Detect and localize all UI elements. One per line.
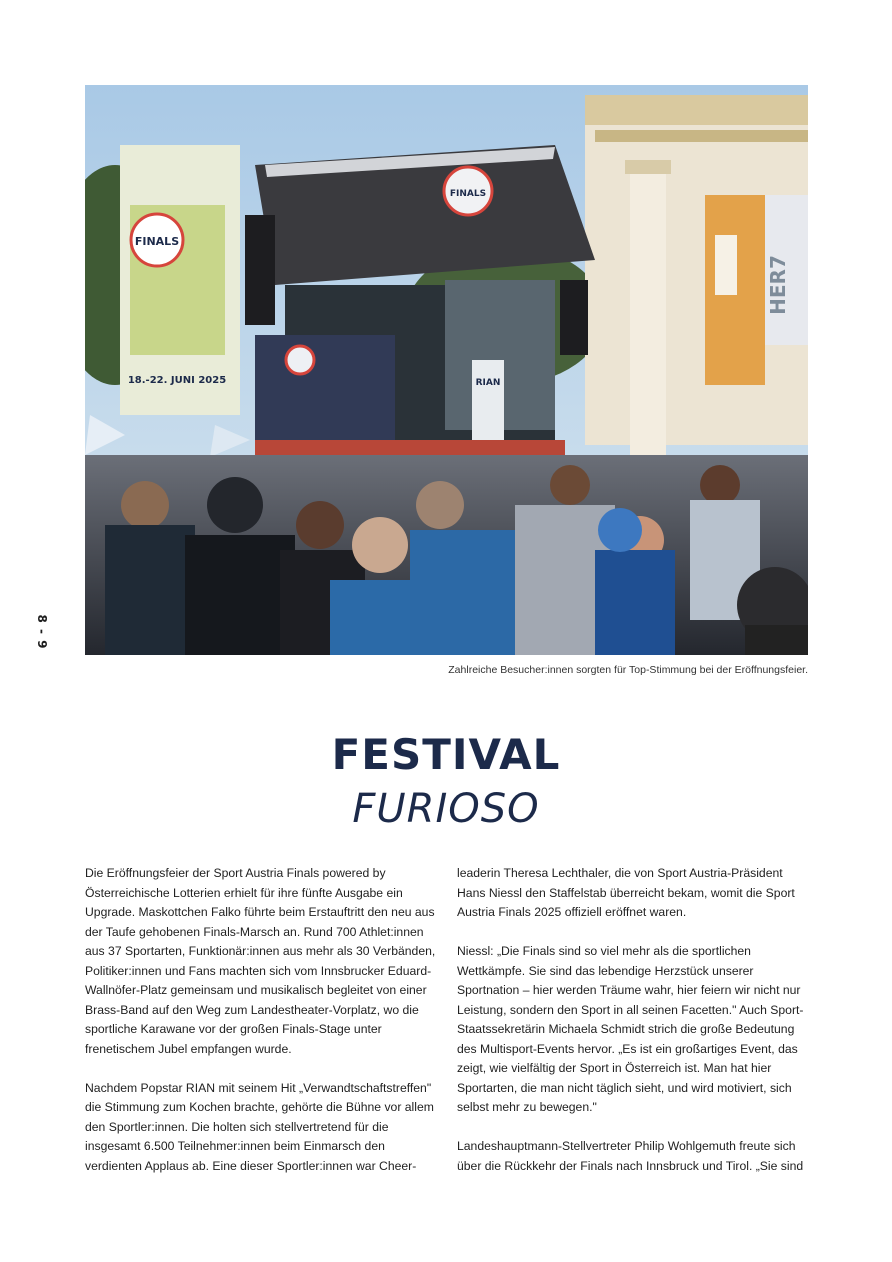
photo-caption: Zahlreiche Besucher:innen sorgten für Top-Stimmung bei der Eröffnungsfeier. — [448, 664, 808, 676]
banner-date-text: 18.-22. JUNI 2025 — [127, 375, 227, 386]
paragraph: leaderin Theresa Lechthaler, die von Sport Austria-Präsident Hans Niessl den Staffelstab überreicht bekam, womit die Sport Austria Finals 2025 offiziell eröffnet waren. — [457, 866, 795, 919]
crowd — [85, 455, 808, 655]
article-subtitle: FURIOSO — [352, 786, 540, 832]
paragraph: Landeshauptmann-Stellvertreter Philip Wohlgemuth freute sich über die Rückkehr der Finals nach Innsbruck und Tirol. „Sie sind — [457, 1139, 804, 1173]
stage-logo-text: FINALS — [449, 189, 487, 199]
article-title: FESTIVAL — [331, 730, 561, 779]
article-column-left — [85, 864, 437, 1196]
paragraph: Die Eröffnungsfeier der Sport Austria Finals powered by Österreichische Lotterien erhielt für ihre fünfte Ausgabe ein Upgrade. Maskottchen Falko führte beim Erstauftritt den neu aus der Taufe gehobenen Finals-Marsch an. Rund 700 Athlet:innen aus 37 Sportarten, Funktionär:innen aus mehr als 30 Verbänden, Politiker:innen und Fans machten sich vom Innsbrucker Eduard-Wallnöfer-Platz gemeinsam und musikalisch begleitet von einer Brass-Band auf den Weg zum Landestheater-Vorplatz, wo die sportliche Karawane vor der großen Finals-Stage unter frenetischem Jubel empfangen wurde. — [85, 866, 436, 1056]
photo-illustration — [85, 85, 808, 655]
stage — [245, 145, 595, 460]
page-number-label: 8 - 9 — [35, 614, 49, 650]
banner-logo-text: FINALS — [134, 235, 180, 248]
page-number — [34, 612, 50, 652]
paragraph: Niessl: „Die Finals sind so viel mehr als die sportlichen Wettkämpfe. Sie sind das lebendige Herzstück unserer Sportnation – hier werden Träume wahr, hier feiern wir nicht nur Leistung, sondern den Sport in all seinen Facetten." Auch Sport-Staatssekretärin Michaela Schmidt strich die große Bedeutung des Multisport-Events hervor. „Es ist ein großartiges Event, das zeigt, wie vielfältig der Sport in Österreich ist. Man hat hier Sportarten, die man nicht täglich sieht, und wird motiviert, sich selbst mehr zu bewegen." — [457, 944, 804, 1114]
paragraph: Nachdem Popstar RIAN mit seinem Hit „Verwandtschaftstreffen" die Stimmung zum Kochen brachte, gehörte die Bühne vor allem den Sportler:innen. Die holten sich stellvertretend für die insgesamt 6.500 Teilnehmer:innen beim Einmarsch den verdienten Applaus ab. Eine dieser Sportler:innen war Cheer- — [85, 1080, 434, 1173]
article-column-right — [457, 864, 809, 1196]
theater-building — [585, 95, 808, 455]
building-sign-text: HER7 — [766, 255, 790, 315]
finals-banner — [120, 145, 240, 415]
stage-screen-text: RIAN — [475, 378, 501, 388]
hero-photo — [85, 85, 808, 655]
